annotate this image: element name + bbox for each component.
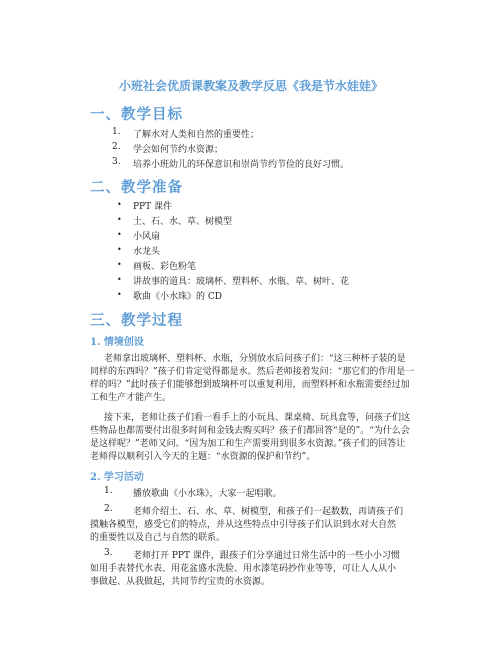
- section-heading-process: 三、教学过程: [90, 312, 183, 329]
- list-number: 3.: [112, 157, 121, 167]
- list-item: 培养小班幼儿的环保意识和崇尚节约节俭的良好习惯。: [133, 160, 350, 170]
- list-item: 小风扇: [133, 232, 161, 242]
- list-item: 老师打开 PPT 课件，跟孩子们分享通过日常生活中的一些小小习惯: [133, 551, 400, 561]
- paragraph-line: 样的吗？”此时孩子们能够想到玻璃杯可以重复利用，而塑料杯和水瓶需要经过加: [90, 380, 410, 390]
- paragraph-line: 工和生产才能产生。: [90, 393, 172, 403]
- bullet-icon: •: [117, 260, 122, 269]
- list-number: 2.: [104, 504, 113, 514]
- bullet-icon: •: [117, 245, 122, 254]
- paragraph-line: 是这样呢？”老师又问。“因为加工和生产需要用到很多水资源。”孩子们的回答让: [90, 439, 406, 449]
- bullet-icon: •: [117, 275, 122, 284]
- list-item-continued: 事做起、从我做起，共同节约宝贵的水资源。: [90, 577, 271, 587]
- list-item: 画板、彩色粉笔: [133, 262, 197, 272]
- section-heading-prep: 二、教学准备: [90, 179, 183, 196]
- list-item: 讲故事的道具：玻璃杯、塑料杯、水瓶、草、树叶、花: [133, 277, 350, 287]
- list-item: 水龙头: [133, 247, 161, 257]
- list-item-continued: 如用手表替代水表、用花盆盛水洗脸、用水漆笔码抄作业等等，可让人人从小: [90, 564, 397, 574]
- list-item: 歌曲《小水珠》的 CD: [133, 292, 222, 302]
- list-item-continued: 摸触各模型，感受它们的特点，并从这些特点中引导孩子们认识到水对大自然: [90, 520, 397, 530]
- paragraph-line: 老师得以顺利引入今天的主题：“水资源的保护和节约”。: [90, 452, 316, 462]
- paragraph-line: 接下来，老师让孩子们看一看手上的小玩具、课桌椅、玩具盒等，问孩子们这: [104, 413, 411, 423]
- subsection-heading-scenario: 1. 情境创设: [90, 337, 144, 348]
- list-number: 1.: [104, 486, 113, 496]
- list-number: 1.: [112, 127, 121, 137]
- paragraph-line: 些物品也都需要付出很多时间和金钱去购买吗？孩子们都回答“是的”。“为什么会: [90, 426, 410, 436]
- bullet-icon: •: [117, 290, 122, 299]
- bullet-icon: •: [117, 215, 122, 224]
- list-item: 播放歌曲《小水珠》，大家一起唱歌。: [133, 489, 282, 499]
- list-number: 3.: [104, 548, 113, 558]
- subsection-heading-activities: 2. 学习活动: [90, 472, 144, 483]
- list-number: 2.: [112, 142, 121, 152]
- paragraph-line: 同样的东西吗？”孩子们肯定觉得都是水。然后老师接着发问：“那它们的作用是一: [90, 367, 415, 377]
- bullet-icon: •: [117, 200, 122, 209]
- bullet-icon: •: [117, 230, 122, 239]
- list-item: 学会如何节约水资源；: [133, 145, 224, 155]
- section-heading-goals: 一、教学目标: [90, 106, 183, 123]
- list-item: 老师介绍土、石、水、草、树模型，和孩子们一起数数，再请孩子们: [133, 507, 404, 517]
- paragraph-line: 老师拿出玻璃杯、塑料杯、水瓶，分别放水后问孩子们：“这三种杯子装的是: [104, 354, 406, 364]
- list-item: PPT 课件: [133, 202, 172, 212]
- list-item: 土、石、水、草、树模型: [133, 217, 233, 227]
- list-item-continued: 的重要性以及自己与自然的联系。: [90, 533, 226, 543]
- document-title: 小班社会优质课教案及教学反思《我是节水娃娃》: [118, 79, 383, 93]
- list-item: 了解水对人类和自然的重要性；: [133, 130, 260, 140]
